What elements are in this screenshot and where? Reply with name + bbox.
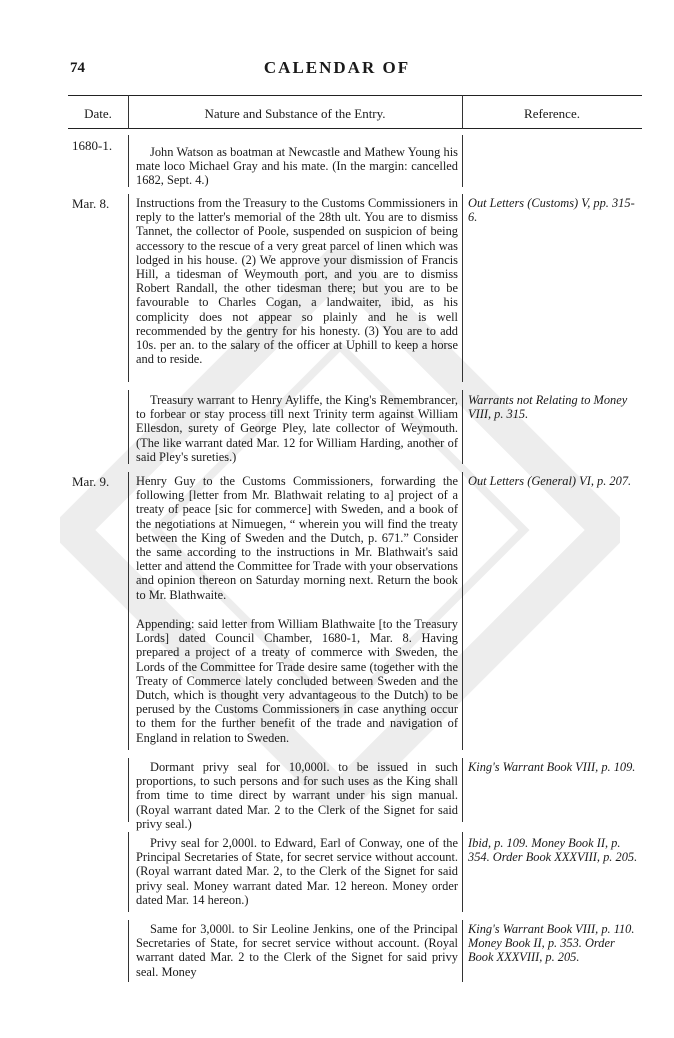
entry-reference: Out Letters (General) VI, p. 207. (468, 474, 632, 488)
page-number: 74 (70, 60, 85, 76)
running-head: CALENDAR OF (263, 58, 411, 77)
column-header-reference: Reference. (524, 106, 580, 121)
entry-date: Mar. 9. (72, 474, 110, 489)
entry-reference: King's Warrant Book VIII, p. 109. (468, 760, 636, 774)
entry-divider (462, 472, 463, 750)
entry-text: Treasury warrant to Henry Ayliffe, the King's Remembrancer, to forbear or stay process till next Trinity term against William Ellesdon, surety of George Pley, late collector of Weymouth. (The like warrant dated Mar. 12 for William Harding, another of said Pley's sureties.) (136, 393, 458, 464)
entry-text: Instructions from the Treasury to the Customs Commissioners in reply to the latter's memorial of the 28th ult. You are to dismiss Tannet, the collector of Poole, suspended on suspicion of being accessory to the rescue of a very great parcel of linen which was lodged in his house. (2) We approve your dismission of Francis Hill, a tidesman of Weymouth port, and you are to dismiss Robert Randall, the other tidesman there; but you are to be favourable to Charles Cogan, a landwaiter, ibid, as his complicity does not appear so plainly and he is well recommended by the gentry for his honesty. (3) You are to add 10s. per an. to the salary of the officer at Uphill to keep a horse and to reside. (136, 196, 458, 367)
entry-divider (462, 920, 463, 982)
entry-divider (462, 758, 463, 822)
entry-divider (462, 194, 463, 382)
entry-divider (128, 194, 129, 382)
entry-date: Mar. 8. (72, 196, 110, 211)
entry-text-appending: Appending: said letter from William Blathwaite [to the Treasury Lords] dated Council Chamber, 1680-1, Mar. 8. Having prepared a project of a treaty of commerce with Sweden, the Lords of the Committee for Trade desire same (together with the Treaty of Commerce lately concluded between Sweden and the Dutch, which is thought very advantageous to the Dutch) to be perused by the Customs Commissioners in case anything occur to them for the further benefit of the trade and navigation of England in relation to Sweden. (136, 617, 458, 745)
entry-text: Privy seal for 2,000l. to Edward, Earl of Conway, one of the Principal Secretaries of State, for secret service without account. (Royal warrant dated Mar. 2, to the Clerk of the Signet for said privy seal. Money warrant dated Mar. 12 hereon. Money order dated Mar. 14 hereon.) (136, 836, 458, 907)
entry-reference: Ibid, p. 109. Money Book II, p. 354. Order Book XXXVIII, p. 205. (468, 836, 638, 865)
column-header-nature: Nature and Substance of the Entry. (204, 106, 386, 121)
entry-divider (462, 832, 463, 912)
entry-text: John Watson as boatman at Newcastle and Mathew Young his mate loco Michael Gray and his mate. (In the margin: cancelled 1682, Sept. 4.) (136, 145, 458, 188)
entry-divider (128, 920, 129, 982)
header-bottom-rule (68, 128, 642, 129)
entry-reference: Out Letters (Customs) V, pp. 315-6. (468, 196, 635, 225)
entry-text: Same for 3,000l. to Sir Leoline Jenkins, one of the Principal Secretaries of State, for secret service without account. (Royal warrant dated Mar. 2 to the Clerk of the Signet for said privy seal. Money (136, 922, 458, 979)
entry-divider (462, 135, 463, 187)
entry-reference: King's Warrant Book VIII, p. 110. Money Book II, p. 353. Order Book XXXVIII, p. 205. (468, 922, 635, 965)
entry-divider (462, 390, 463, 464)
entry-divider (128, 832, 129, 912)
entry-date: 1680-1. (72, 138, 113, 153)
header-top-rule (68, 95, 642, 96)
column-header-date: Date. (84, 106, 112, 121)
entry-text: Henry Guy to the Customs Commissioners, forwarding the following [letter from Mr. Blathwait relating to a] project of a treaty of peace [sic for commerce] with Sweden, and a book of the negotiations at Nimuegen, “ wherein you will find the treaty between the King of Sweden and the Dutch, p. 671.” Consider the same according to the instructions in Mr. Blathwait's said letter and attend the Committee for Trade with your observations and opinion thereon on Saturday morning next. Return the book to Mr. Blathwaite. (136, 474, 458, 602)
entry-divider (128, 758, 129, 822)
entry-divider (128, 390, 129, 464)
entry-divider (128, 135, 129, 187)
entry-text: Dormant privy seal for 10,000l. to be issued in such proportions, to such persons and for such uses as the King shall from time to time direct by warrant under his sign manual. (Royal warrant dated Mar. 2 to the Clerk of the Signet for said privy seal.) (136, 760, 458, 831)
entry-reference: Warrants not Relating to Money VIII, p. 315. (468, 393, 628, 422)
entry-divider (128, 472, 129, 750)
